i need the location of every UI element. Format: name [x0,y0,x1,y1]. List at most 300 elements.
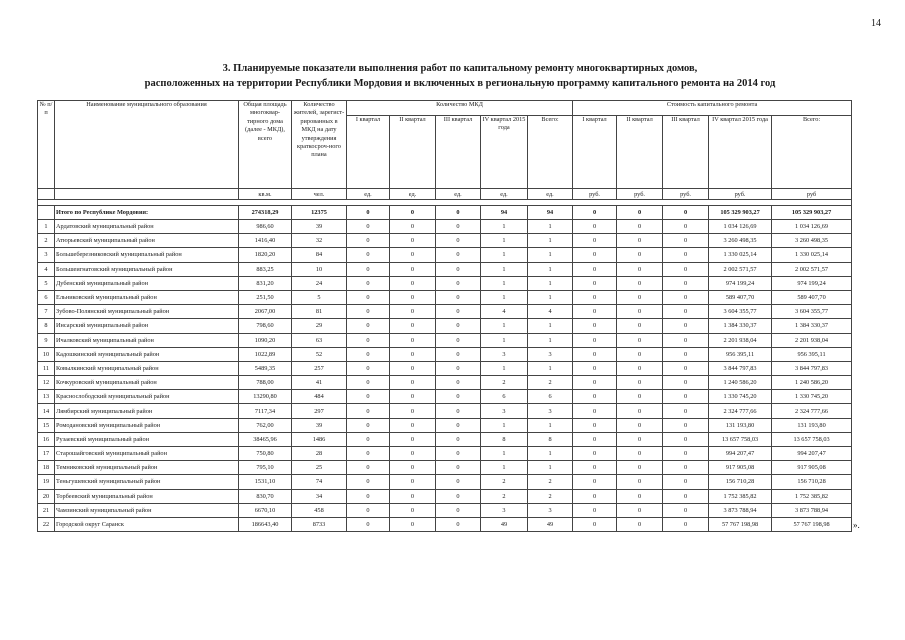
row-cost-q2: 0 [617,517,663,531]
row-cost-q3: 0 [663,489,709,503]
municipality-name: Торбеевский муниципальный район [55,489,239,503]
header-mkd-q1: I квартал [347,116,390,189]
row-mkd-q3: 0 [436,262,481,276]
municipality-name: Старошайговский муниципальный район [55,447,239,461]
document-title [20,61,900,91]
row-mkd-q2: 0 [390,432,436,446]
row-mkd-q4: 1 [481,418,528,432]
row-mkd-total: 2 [528,376,573,390]
row-area: 6670,10 [239,503,292,517]
row-mkd-q4: 4 [481,305,528,319]
unit-mkd-q4: ед. [481,189,528,200]
row-cost-q4: 3 844 797,83 [709,361,772,375]
municipality-name: Зубово-Полянский муниципальный район [55,305,239,319]
row-mkd-q1: 0 [347,220,390,234]
row-cost-total: 589 407,70 [772,290,852,304]
table-row [38,220,852,234]
row-mkd-q2: 0 [390,475,436,489]
row-mkd-q3: 0 [436,461,481,475]
municipality-name: Рузаевский муниципальный район [55,432,239,446]
row-cost-q3: 0 [663,376,709,390]
header-mkd-group: Количество МКД [347,101,573,116]
row-area: 1416,40 [239,234,292,248]
row-number: 13 [38,390,55,404]
header-cost-q1: I квартал [573,116,617,189]
row-cost-q3: 0 [663,220,709,234]
municipality-name: Чамзинский муниципальный район [55,503,239,517]
row-cost-q2: 0 [617,361,663,375]
row-cost-q4: 57 767 198,98 [709,517,772,531]
row-number: 6 [38,290,55,304]
row-mkd-total: 8 [528,432,573,446]
row-cost-total: 2 201 938,04 [772,333,852,347]
row-residents: 84 [292,248,347,262]
row-mkd-q1: 0 [347,489,390,503]
row-cost-q4: 1 240 586,20 [709,376,772,390]
units-row [38,189,852,200]
row-mkd-total: 1 [528,234,573,248]
row-cost-q2: 0 [617,290,663,304]
row-cost-total: 1 330 025,14 [772,248,852,262]
totals-residents: 12375 [292,206,347,220]
row-cost-q2: 0 [617,404,663,418]
row-mkd-q1: 0 [347,276,390,290]
row-cost-q4: 1 034 126,69 [709,220,772,234]
row-mkd-total: 1 [528,319,573,333]
row-residents: 25 [292,461,347,475]
row-mkd-total: 1 [528,447,573,461]
unit-cost-total: руб [772,189,852,200]
row-number: 19 [38,475,55,489]
row-mkd-total: 1 [528,361,573,375]
row-mkd-total: 3 [528,347,573,361]
municipality-name: Кадошкинский муниципальный район [55,347,239,361]
table-row [38,234,852,248]
municipality-name: Темниковский муниципальный район [55,461,239,475]
row-cost-q3: 0 [663,333,709,347]
row-mkd-q4: 2 [481,475,528,489]
row-mkd-total: 1 [528,418,573,432]
row-mkd-total: 6 [528,390,573,404]
unit-mkd-q3: ед. [436,189,481,200]
row-area: 798,60 [239,319,292,333]
row-cost-total: 3 873 788,94 [772,503,852,517]
row-cost-q3: 0 [663,517,709,531]
row-mkd-q1: 0 [347,347,390,361]
row-mkd-q4: 2 [481,376,528,390]
row-mkd-q3: 0 [436,361,481,375]
row-mkd-q1: 0 [347,333,390,347]
row-mkd-q2: 0 [390,489,436,503]
row-area: 186643,40 [239,517,292,531]
row-mkd-q4: 1 [481,461,528,475]
row-mkd-q4: 2 [481,489,528,503]
row-mkd-q2: 0 [390,248,436,262]
header-cost-q3: III квартал [663,116,709,189]
row-mkd-q2: 0 [390,461,436,475]
row-cost-q2: 0 [617,376,663,390]
row-residents: 24 [292,276,347,290]
row-number: 8 [38,319,55,333]
row-mkd-q2: 0 [390,319,436,333]
row-cost-q4: 956 395,11 [709,347,772,361]
row-area: 788,00 [239,376,292,390]
row-mkd-total: 1 [528,461,573,475]
row-mkd-q3: 0 [436,503,481,517]
row-mkd-total: 1 [528,276,573,290]
row-mkd-q4: 1 [481,220,528,234]
row-mkd-q4: 1 [481,276,528,290]
row-cost-q4: 1 384 330,37 [709,319,772,333]
row-mkd-q4: 1 [481,290,528,304]
row-cost-q2: 0 [617,220,663,234]
row-residents: 257 [292,361,347,375]
row-cost-q3: 0 [663,404,709,418]
unit-residents: чел. [292,189,347,200]
row-cost-q2: 0 [617,276,663,290]
row-cost-q1: 0 [573,461,617,475]
page-number: 14 [871,18,881,29]
row-mkd-q3: 0 [436,319,481,333]
row-cost-q3: 0 [663,475,709,489]
row-mkd-q2: 0 [390,503,436,517]
row-mkd-total: 49 [528,517,573,531]
row-cost-q3: 0 [663,432,709,446]
unit-area: кв.м. [239,189,292,200]
row-mkd-q3: 0 [436,489,481,503]
row-number: 16 [38,432,55,446]
table-row [38,262,852,276]
row-cost-q2: 0 [617,475,663,489]
row-cost-q1: 0 [573,376,617,390]
row-cost-q1: 0 [573,220,617,234]
row-mkd-q3: 0 [436,404,481,418]
row-cost-q3: 0 [663,418,709,432]
row-mkd-q2: 0 [390,290,436,304]
row-mkd-total: 3 [528,404,573,418]
row-residents: 52 [292,347,347,361]
row-area: 251,50 [239,290,292,304]
renovation-table [37,100,852,532]
row-cost-q4: 589 407,70 [709,290,772,304]
municipality-name: Ичалковский муниципальный район [55,333,239,347]
row-mkd-q2: 0 [390,305,436,319]
row-area: 1820,20 [239,248,292,262]
row-cost-total: 1 330 745,20 [772,390,852,404]
header-mkd-total: Всего: [528,116,573,189]
row-cost-q3: 0 [663,290,709,304]
title-line-1: 3. Планируемые показатели выполнения работ по капитальному ремонту многоквартирных домов, [222,63,698,74]
row-cost-q2: 0 [617,489,663,503]
row-mkd-total: 2 [528,489,573,503]
row-mkd-q4: 1 [481,447,528,461]
row-area: 750,80 [239,447,292,461]
municipality-name: Кочкуровский муниципальный район [55,376,239,390]
row-mkd-q2: 0 [390,220,436,234]
totals-cost-q1: 0 [573,206,617,220]
municipality-name: Краснослободский муниципальный район [55,390,239,404]
row-number: 3 [38,248,55,262]
row-cost-q2: 0 [617,447,663,461]
row-residents: 32 [292,234,347,248]
row-cost-q3: 0 [663,503,709,517]
municipality-name: Теньгушевский муниципальный район [55,475,239,489]
header-mkd-q2: II квартал [390,116,436,189]
row-mkd-q4: 1 [481,234,528,248]
row-cost-q4: 1 752 385,82 [709,489,772,503]
row-area: 1531,10 [239,475,292,489]
totals-mkd-q4: 94 [481,206,528,220]
municipality-name: Городской округ Саранск [55,517,239,531]
row-cost-q4: 994 207,47 [709,447,772,461]
municipality-name: Дубенский муниципальный район [55,276,239,290]
row-mkd-q3: 0 [436,517,481,531]
row-mkd-q3: 0 [436,418,481,432]
table-row [38,517,852,531]
row-area: 762,00 [239,418,292,432]
totals-mkd-q3: 0 [436,206,481,220]
totals-cost-q4: 105 329 903,27 [709,206,772,220]
row-area: 1022,89 [239,347,292,361]
table-row [38,475,852,489]
row-residents: 5 [292,290,347,304]
row-mkd-q1: 0 [347,517,390,531]
row-cost-q4: 917 905,08 [709,461,772,475]
row-mkd-total: 4 [528,305,573,319]
row-cost-q1: 0 [573,517,617,531]
row-mkd-q1: 0 [347,361,390,375]
row-cost-total: 2 002 571,57 [772,262,852,276]
row-cost-q4: 131 193,80 [709,418,772,432]
table-row [38,333,852,347]
row-mkd-q2: 0 [390,404,436,418]
totals-cost-q3: 0 [663,206,709,220]
row-cost-q3: 0 [663,447,709,461]
row-cost-q1: 0 [573,234,617,248]
header-area: Общая площадь многоквар-тирного дома (далее - МКД), всего [239,101,292,189]
header-name: Наименование муниципального образования [55,101,239,189]
table-row [38,290,852,304]
row-mkd-q3: 0 [436,447,481,461]
row-residents: 74 [292,475,347,489]
row-mkd-q2: 0 [390,347,436,361]
row-mkd-q3: 0 [436,390,481,404]
row-number: 1 [38,220,55,234]
row-number: 15 [38,418,55,432]
row-mkd-q1: 0 [347,305,390,319]
row-mkd-q1: 0 [347,503,390,517]
row-cost-q1: 0 [573,475,617,489]
row-mkd-q3: 0 [436,376,481,390]
row-cost-total: 3 844 797,83 [772,361,852,375]
row-cost-q1: 0 [573,347,617,361]
row-mkd-total: 2 [528,475,573,489]
row-cost-q3: 0 [663,390,709,404]
row-cost-q1: 0 [573,248,617,262]
unit-mkd-total: ед. [528,189,573,200]
row-cost-q3: 0 [663,305,709,319]
row-mkd-q3: 0 [436,305,481,319]
row-cost-q1: 0 [573,432,617,446]
row-mkd-q1: 0 [347,319,390,333]
row-cost-q3: 0 [663,234,709,248]
row-mkd-q1: 0 [347,290,390,304]
row-mkd-q4: 1 [481,361,528,375]
totals-mkd-q1: 0 [347,206,390,220]
row-residents: 10 [292,262,347,276]
unit-cost-q4: руб. [709,189,772,200]
row-cost-q1: 0 [573,489,617,503]
totals-mkd-q2: 0 [390,206,436,220]
municipality-name: Инсарский муниципальный район [55,319,239,333]
row-mkd-q1: 0 [347,376,390,390]
row-mkd-q3: 0 [436,234,481,248]
row-number: 4 [38,262,55,276]
row-cost-q4: 2 324 777,66 [709,404,772,418]
row-cost-q1: 0 [573,290,617,304]
row-number: 21 [38,503,55,517]
header-residents: Количество жителей, зарегист-рированных в МКД на дату утверждения краткосроч-ного плана [292,101,347,189]
row-mkd-q2: 0 [390,333,436,347]
row-cost-q1: 0 [573,404,617,418]
municipality-name: Атюрьевский муниципальный район [55,234,239,248]
row-cost-q3: 0 [663,347,709,361]
row-cost-q1: 0 [573,319,617,333]
row-cost-total: 131 193,80 [772,418,852,432]
unit-cost-q1: руб. [573,189,617,200]
row-area: 1090,20 [239,333,292,347]
row-residents: 1486 [292,432,347,446]
row-residents: 8733 [292,517,347,531]
table-row [38,489,852,503]
row-number: 2 [38,234,55,248]
table-row [38,503,852,517]
row-cost-q2: 0 [617,390,663,404]
municipality-name: Лямбирский муниципальный район [55,404,239,418]
row-mkd-q2: 0 [390,418,436,432]
row-area: 2067,00 [239,305,292,319]
row-area: 986,60 [239,220,292,234]
row-cost-q2: 0 [617,319,663,333]
municipality-name: Ардатовский муниципальный район [55,220,239,234]
row-mkd-q3: 0 [436,432,481,446]
row-mkd-q4: 3 [481,404,528,418]
row-number: 14 [38,404,55,418]
row-mkd-q1: 0 [347,262,390,276]
row-mkd-q4: 3 [481,347,528,361]
row-cost-q3: 0 [663,262,709,276]
municipality-name: Ельниковский муниципальный район [55,290,239,304]
row-number: 12 [38,376,55,390]
row-cost-q2: 0 [617,333,663,347]
row-mkd-q3: 0 [436,220,481,234]
row-mkd-q1: 0 [347,447,390,461]
row-mkd-q1: 0 [347,248,390,262]
row-area: 883,25 [239,262,292,276]
row-cost-q2: 0 [617,432,663,446]
row-cost-total: 156 710,28 [772,475,852,489]
table-row [38,461,852,475]
row-mkd-q4: 1 [481,333,528,347]
row-cost-q2: 0 [617,461,663,475]
unit-mkd-q2: ед. [390,189,436,200]
row-mkd-q2: 0 [390,234,436,248]
row-mkd-q3: 0 [436,475,481,489]
municipality-name: Ромодановский муниципальный район [55,418,239,432]
table-row [38,276,852,290]
row-cost-q1: 0 [573,333,617,347]
row-number: 18 [38,461,55,475]
row-mkd-q2: 0 [390,361,436,375]
row-cost-q2: 0 [617,262,663,276]
row-cost-q4: 1 330 025,14 [709,248,772,262]
row-mkd-q1: 0 [347,390,390,404]
table-row [38,404,852,418]
row-number: 9 [38,333,55,347]
row-cost-q4: 156 710,28 [709,475,772,489]
table-row [38,305,852,319]
header-mkd-q4: IV квартал 2015 года [481,116,528,189]
row-cost-q2: 0 [617,418,663,432]
row-cost-q1: 0 [573,447,617,461]
table-row [38,432,852,446]
row-cost-total: 974 199,24 [772,276,852,290]
row-residents: 63 [292,333,347,347]
row-mkd-q4: 1 [481,319,528,333]
row-mkd-q3: 0 [436,276,481,290]
table-row [38,418,852,432]
row-mkd-q3: 0 [436,290,481,304]
row-cost-q2: 0 [617,503,663,517]
row-mkd-total: 1 [528,333,573,347]
row-mkd-total: 3 [528,503,573,517]
row-area: 13290,80 [239,390,292,404]
row-mkd-q3: 0 [436,333,481,347]
municipality-name: Ковылкинский муниципальный район [55,361,239,375]
row-mkd-q3: 0 [436,248,481,262]
row-cost-total: 3 604 355,77 [772,305,852,319]
unit-cell [55,189,239,200]
table-row [38,447,852,461]
row-mkd-total: 1 [528,248,573,262]
row-cost-q2: 0 [617,305,663,319]
row-cost-q1: 0 [573,262,617,276]
row-cost-q2: 0 [617,248,663,262]
row-residents: 39 [292,418,347,432]
table-row [38,361,852,375]
row-mkd-q2: 0 [390,262,436,276]
row-mkd-total: 1 [528,262,573,276]
row-mkd-q1: 0 [347,461,390,475]
totals-row [38,206,852,220]
row-number: 11 [38,361,55,375]
row-mkd-q2: 0 [390,517,436,531]
row-cost-total: 1 034 126,69 [772,220,852,234]
row-cost-q1: 0 [573,390,617,404]
row-residents: 458 [292,503,347,517]
row-mkd-q2: 0 [390,376,436,390]
totals-area: 274318,29 [239,206,292,220]
row-cost-total: 1 384 330,37 [772,319,852,333]
row-cost-q3: 0 [663,276,709,290]
totals-label: Итого по Республике Мордовия: [55,206,239,220]
row-mkd-q3: 0 [436,347,481,361]
row-cost-q4: 2 201 938,04 [709,333,772,347]
row-mkd-q4: 3 [481,503,528,517]
row-mkd-q1: 0 [347,475,390,489]
totals-mkd-total: 94 [528,206,573,220]
row-mkd-q2: 0 [390,447,436,461]
